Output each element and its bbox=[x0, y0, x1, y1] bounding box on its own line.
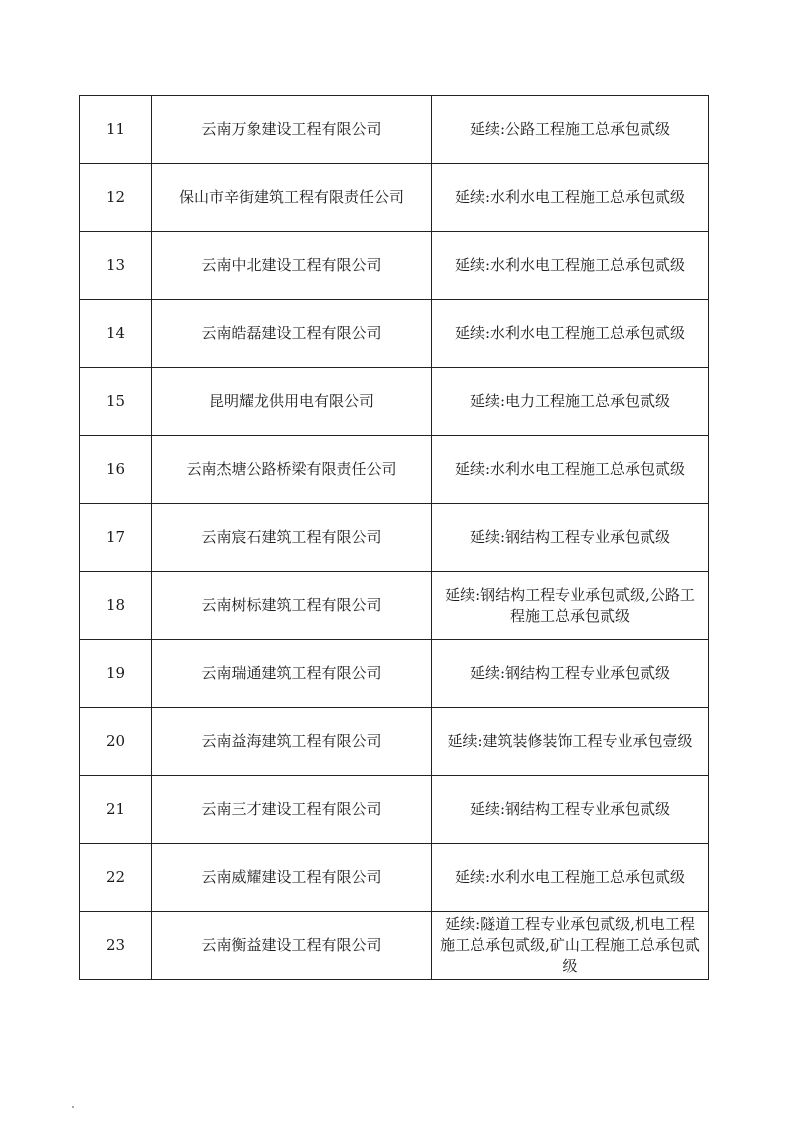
company-name: 云南衡益建设工程有限公司 bbox=[152, 912, 432, 980]
qualification-text: 延续:建筑装修装饰工程专业承包壹级 bbox=[432, 708, 709, 776]
table-row bbox=[80, 776, 709, 844]
qualification-text: 延续:水利水电工程施工总承包贰级 bbox=[432, 300, 709, 368]
table-body bbox=[80, 96, 709, 980]
row-number: 17 bbox=[80, 504, 152, 572]
row-number: 14 bbox=[80, 300, 152, 368]
row-number: 20 bbox=[80, 708, 152, 776]
table-row bbox=[80, 96, 709, 164]
row-number: 11 bbox=[80, 96, 152, 164]
row-number: 21 bbox=[80, 776, 152, 844]
company-name: 昆明耀龙供用电有限公司 bbox=[152, 368, 432, 436]
table-row bbox=[80, 368, 709, 436]
table-row bbox=[80, 708, 709, 776]
qualification-text: 延续:隧道工程专业承包贰级,机电工程施工总承包贰级,矿山工程施工总承包贰级 bbox=[432, 912, 709, 980]
table-row bbox=[80, 232, 709, 300]
company-name: 云南万象建设工程有限公司 bbox=[152, 96, 432, 164]
qualification-text: 延续:钢结构工程专业承包贰级 bbox=[432, 776, 709, 844]
scan-speck bbox=[72, 1106, 74, 1108]
qualification-text: 延续:水利水电工程施工总承包贰级 bbox=[432, 232, 709, 300]
company-name: 云南益海建筑工程有限公司 bbox=[152, 708, 432, 776]
table-row bbox=[80, 300, 709, 368]
table-row bbox=[80, 912, 709, 980]
company-name: 云南中北建设工程有限公司 bbox=[152, 232, 432, 300]
company-name: 保山市辛街建筑工程有限责任公司 bbox=[152, 164, 432, 232]
company-name: 云南树标建筑工程有限公司 bbox=[152, 572, 432, 640]
row-number: 22 bbox=[80, 844, 152, 912]
row-number: 16 bbox=[80, 436, 152, 504]
row-number: 19 bbox=[80, 640, 152, 708]
table-row bbox=[80, 844, 709, 912]
row-number: 15 bbox=[80, 368, 152, 436]
qualification-text: 延续:水利水电工程施工总承包贰级 bbox=[432, 844, 709, 912]
table-row bbox=[80, 572, 709, 640]
qualification-text: 延续:电力工程施工总承包贰级 bbox=[432, 368, 709, 436]
company-name: 云南宸石建筑工程有限公司 bbox=[152, 504, 432, 572]
qualification-table bbox=[79, 95, 709, 980]
row-number: 12 bbox=[80, 164, 152, 232]
table-row bbox=[80, 164, 709, 232]
company-name: 云南三才建设工程有限公司 bbox=[152, 776, 432, 844]
row-number: 23 bbox=[80, 912, 152, 980]
qualification-text: 延续:水利水电工程施工总承包贰级 bbox=[432, 164, 709, 232]
company-name: 云南威耀建设工程有限公司 bbox=[152, 844, 432, 912]
row-number: 18 bbox=[80, 572, 152, 640]
row-number: 13 bbox=[80, 232, 152, 300]
company-name: 云南瑞通建筑工程有限公司 bbox=[152, 640, 432, 708]
table-row bbox=[80, 640, 709, 708]
table-row bbox=[80, 436, 709, 504]
company-name: 云南皓磊建设工程有限公司 bbox=[152, 300, 432, 368]
qualification-text: 延续:钢结构工程专业承包贰级,公路工程施工总承包贰级 bbox=[432, 572, 709, 640]
qualification-text: 延续:水利水电工程施工总承包贰级 bbox=[432, 436, 709, 504]
qualification-text: 延续:公路工程施工总承包贰级 bbox=[432, 96, 709, 164]
qualification-text: 延续:钢结构工程专业承包贰级 bbox=[432, 640, 709, 708]
qualification-text: 延续:钢结构工程专业承包贰级 bbox=[432, 504, 709, 572]
table-row bbox=[80, 504, 709, 572]
company-name: 云南杰塘公路桥梁有限责任公司 bbox=[152, 436, 432, 504]
